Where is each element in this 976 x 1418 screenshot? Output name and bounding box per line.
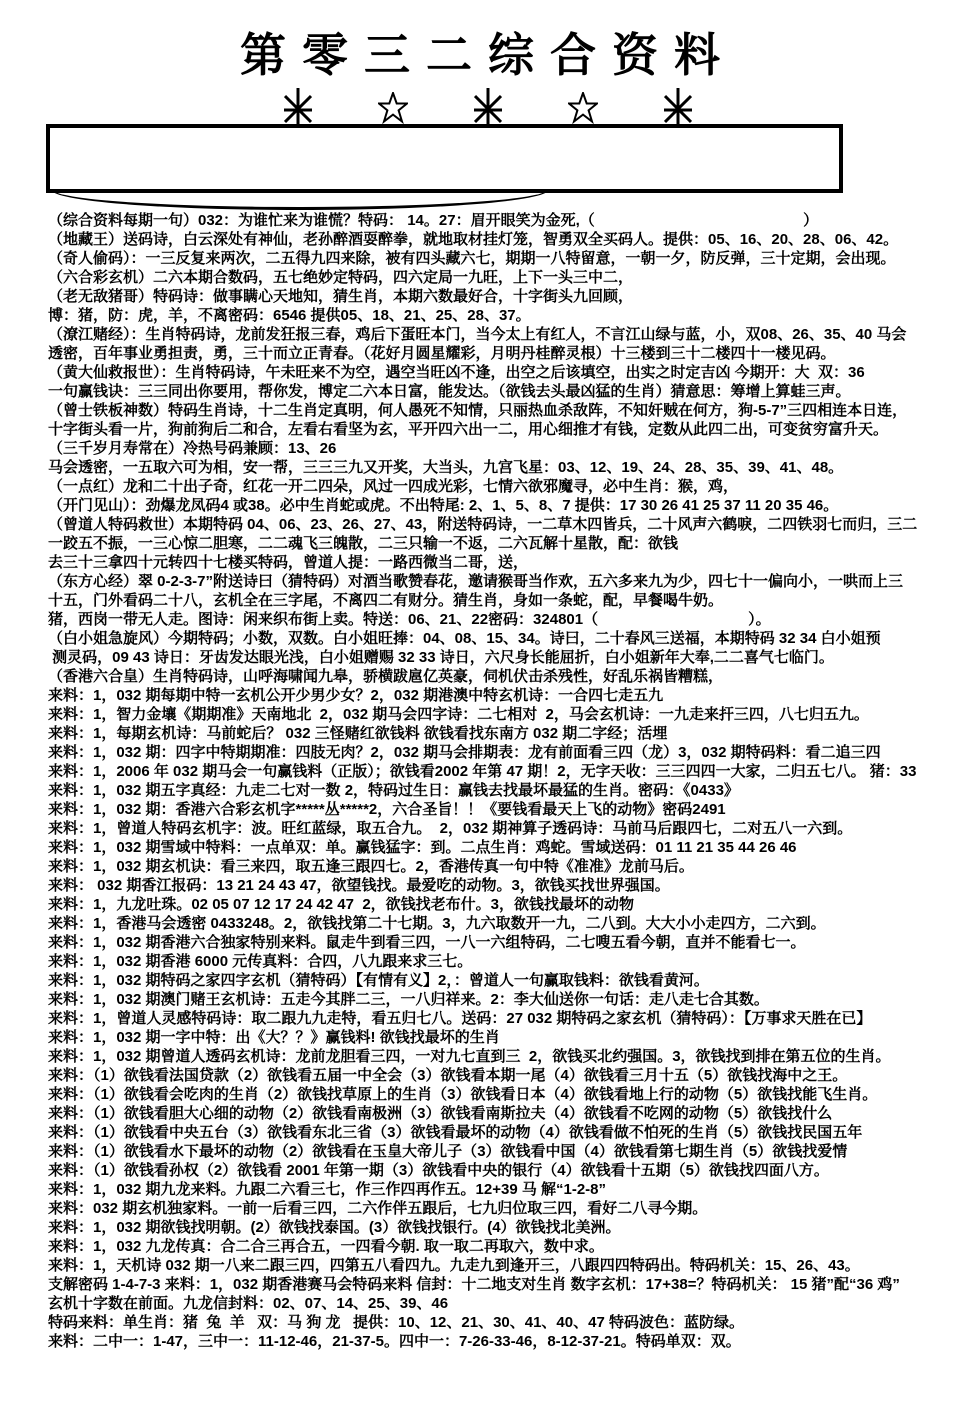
symbol-row <box>0 86 976 124</box>
text-line: 来料：（1）欲钱看法国贷款（2）欲钱看五届一中全会（3）欲钱看本期一尾（4）欲钱看三月十五（5）欲钱找海中之王。 <box>48 1067 848 1084</box>
text-line: （综合资料每期一句）032：为谁忙来为谁慌？特码： 14。27：眉开眼笑为金死,（ ） <box>48 212 819 229</box>
text-line: 来料：（1）欲钱看中央五台（3）欲钱看东北三省（3）欲钱看最坏的动物（4）欲钱看做不怕死的生肖（5）欲钱找民国五年 <box>48 1124 863 1141</box>
text-line: 马会透密，一五取六可为相，安一帮，三三三九又开奖，大当头，九宫飞星：03、12、19、24、28、35、39、41、48。 <box>48 459 844 476</box>
arc-decoration <box>52 190 548 210</box>
text-line: 来料：1，032 期九龙来料。九跟二六看三七，作三作四再作五。12+39 马 解“1-2-8” <box>48 1181 607 1198</box>
asterisk-icon <box>664 88 692 124</box>
page <box>0 30 976 1351</box>
text-line: 来料：（1）欲钱看胆大心细的动物（2）欲钱看南极洲（3）欲钱看南斯拉夫（4）欲钱看不吃网的动物（5）欲钱找什么 <box>48 1105 833 1122</box>
text-line: 来料：1，天机诗 032 期一八来二跟三四，四第五八看四九。九走九到逢开三，八跟四四特码出。特码机关：15、26、43。 <box>48 1257 860 1274</box>
text-line: （黄大仙救报世）：生肖特码诗，午未旺来不为空，遇空当旺凶不逢，出空之后该填空，出实之时定吉凶 今期开：大 双：36 <box>48 364 865 381</box>
asterisk-icon <box>474 88 502 124</box>
text-line: 来料：（1）欲钱看孙权（2）欲钱看 2001 年第一期（3）欲钱看中央的银行（4）欲钱看十五期（5）欲钱找四面八方。 <box>48 1162 829 1179</box>
text-line: 去三十三拿四十元转四十七楼买特码，曾道人提：一路西微当二哥，送， <box>48 554 529 571</box>
text-line: （三千岁月寿常在）冷热号码兼顾：13、26 <box>48 440 337 457</box>
text-body <box>48 211 972 1351</box>
text-line: （潦江赌经）：生肖特码诗，龙前发狂报三春，鸡后下蛋旺本门，当今太上有红人，不言江山绿与蓝，小，双08、26、35、40 马会 <box>48 326 907 343</box>
text-line: （曾士铁板神数）特码生肖诗，十二生肖定真明，何人愚死不知情，只丽热血杀敌阵，不知奸贼在何方，狗-5-7”三四相连本日连， <box>48 402 908 419</box>
asterisk-icon <box>284 88 312 124</box>
text-line: 十五，门外看码二十八，玄机全在三字尾，不离四二有财分。猜生肖，身如一条蛇，配，早餐喝牛奶。 <box>48 592 724 609</box>
star-icon <box>568 92 598 124</box>
text-line: 支解密码 1-4-7-3 来料：1，032 期香港赛马会特码来料 信封：十二地支对生肖 数字玄机：17+38=？特码机关： 15 猪”配“36 鸡” <box>48 1276 900 1293</box>
text-line: 猪，西岗一带无人走。图诗：闲来织布街上卖。特送：06、21、22密码：324801（ ）。 <box>48 611 771 628</box>
text-line: 来料：1，032 期香港六合独家特别来料。鼠走牛到看三四，一八一六组特码，二七嗖五看今朝，直并不能看七一。 <box>48 934 806 951</box>
text-line: （一点红）龙和二十出子奇，红花一开二四朵，风过一四成光彩，七情六欲邪魔寻，必中生肖：猴，鸡， <box>48 478 739 495</box>
text-line: 一句赢钱诀：三三同出你要用，帮你发，博定二六本日富，能发达。（欲钱去头最凶猛的生肖）猜意思：筹增上算蛙三声。 <box>48 383 851 400</box>
text-line: 测灵码，09 43 诗日：牙齿发达眼光浅，白小姐赠赐 32 33 诗日，六尺身长能屈折，白小姐新年大奉,二二喜气七临门。 <box>48 649 834 666</box>
text-line: 一跤五不振，一三心惊二胆寒，二二魂飞三魄散，二三只输一不返，二六瓦解十星散，配：欲钱 <box>48 535 679 552</box>
text-line: 来料： 032 期香江报码：13 21 24 43 47，欲望钱找。最爱吃的动物。3，欲钱买找世界强国。 <box>48 877 670 894</box>
text-line: 来料：032 期玄机独家料。一前一后看三四，二六作伴五跟后，七九归位取三四，看好二八寻今期。 <box>48 1200 708 1217</box>
text-line: 来料：1，032 期：四字中特期期准：四肢无肉？2，032 期马会排期表：龙有前面看三四（龙）3，032 期特码料：看二追三四 <box>48 744 881 761</box>
text-line: （曾道人特码救世）本期特码 04、06、23、26、27、43，附送特码诗，一二草木四皆兵，二十风声六鹤唳，二四铁羽七而归，三二 <box>48 516 918 533</box>
page-title: 第零三二综合资料 <box>240 30 736 81</box>
text-line: （奇人偷码）：一三反复来两次，二五得九四来除，被有四头藏六七，期期一八特留意，一朝一夕，防反弹，三十定期，会出现。 <box>48 250 896 267</box>
text-line: （开门见山）：劲爆龙凤码4 或38。必中生肖蛇或虎。不出特尾: 2、1、5、8、7 提供：17 30 26 41 25 37 11 20 35 46。 <box>48 497 839 514</box>
text-line: 十字街头看一片，狗前狗后二和合，左看右看坚为玄，平开四六出一二，用心细推才有钱，定数从此四二出，可变贫穷富升天。 <box>48 421 889 438</box>
text-line: （地藏王）送码诗，白云深处有神仙，老孙醉酒耍醉拳，就地取材挂灯笼，智勇双全买码人。提供：05、16、20、28、06、42。 <box>48 231 899 248</box>
text-line: 来料：1，032 期：香港六合彩玄机字*****丛*****2，六合圣旨！！《要钱看最天上飞的动物》密码2491 <box>48 801 726 818</box>
text-line: （东方心经）翠 0-2-3-7”附送诗曰（猜特码）对酒当歌赞春花，邀请猴哥当作欢，五六多来九为少，四七十一偏向小，一哄而上三 <box>48 573 904 590</box>
text-line: 来料：1，032 期每期中特一玄机公开少男少女？2，032 期港澳中特玄机诗：一合四七走五九 <box>48 687 664 704</box>
text-line: 博：猪，防：虎，羊，不离密码：6546 提供05、18、21、25、28、37。 <box>48 307 531 324</box>
text-line: 来料：1，曾道人特码玄机字：波。旺红蓝绿，取五合九。 2，032 期神算子透码诗：马前马后跟四七，二对五八一六到。 <box>48 820 853 837</box>
text-line: 来料：1，032 期澳门赌王玄机诗：五走今其胖二三，一八归祥来。2：李大仙送你一句话：走八走七合其数。 <box>48 991 769 1008</box>
text-line: 来料：1，032 期雪域中特料：一点单双：单。赢钱猛字：到。二点生肖：鸡蛇。雪域送码：01 11 21 35 44 26 46 <box>48 839 797 856</box>
text-line: 来料：1，032 期曾道人透码玄机诗：龙前龙胆看三四，一对九七直到三 2，欲钱买北约强国。3，欲钱找到排在第五位的生肖。 <box>48 1048 891 1065</box>
text-line: （香港六合皇）生肖特码诗，山呼海啸闻九皋，骄横跋扈亿英豪，伺机伏击杀残性，好乱乐祸皆糟糕， <box>48 668 724 685</box>
text-line: 来料：1，032 期一字中特：出《大？？》赢钱料! 欲钱找最坏的生肖 <box>48 1029 500 1046</box>
text-line: 来料：1，曾道人灵感特码诗：取二跟九九走特，看五归七八。送码：27 032 期特码之家玄机（猜特码）：【万事求天胜在已】 <box>48 1010 872 1027</box>
text-line: （六合彩玄机）二六本期合数码，五七绝妙定特码，四六定局一九旺，上下一头三中二， <box>48 269 634 286</box>
text-line: 来料：1，九龙吐珠。02 05 07 12 17 24 42 47 2，欲钱找老布什。3，欲钱找最坏的动物 <box>48 896 635 913</box>
text-line: 特码来料：单生肖：猪 兔 羊 双：马 狗 龙 提供：10、12、21、30、41、40、47 特码波色：蓝防绿。 <box>48 1314 744 1331</box>
text-line: 来料：1，032 九龙传真：合二合三再合五，一四看今朝. 取一取二再取六，数中求。 <box>48 1238 604 1255</box>
text-line: （老无敌猪哥）特码诗：做事瞒心天地知，猜生肖，本期六数最好合，十字街头九回顾， <box>48 288 634 305</box>
text-line: 来料：（1）欲钱看会吃肉的生肖（2）欲钱找草原上的生肖（3）欲钱看日本（4）欲钱看地上行的动物（5）欲钱找能飞生肖。 <box>48 1086 878 1103</box>
text-line: 透密，百年事业勇担责，勇，三十而立正青春。（花好月圆星耀彩，月明丹桂醉灵根）十三楼到三十二楼四十一楼见码。 <box>48 345 836 362</box>
text-line: 来料：1，032 期香港 6000 元传真料：合四，八九跟来求三七。 <box>48 953 473 970</box>
text-line: 来料：1，智力金壤《期期准》天南地北 2，032 期马会四字诗：二七相对 2，马会玄机诗：一九走来扞三四，八七归五九。 <box>48 706 869 723</box>
text-line: 来料：1，032 期特码之家四字玄机（猜特码）【有情有义】2，：曾道人一句赢取钱料：欲钱看黄河。 <box>48 972 709 989</box>
text-line: 来料：1，香港马会透密 0433248。2，欲钱找第二十七期。3，九六取数开一九，二八到。大大小小走四方，二六到。 <box>48 915 826 932</box>
blank-box <box>46 124 843 193</box>
text-line: 来料：1，032 期五字真经：九走二七对一数 2，特码过生日：赢钱去找最坏最猛的生肖。密码：《0433》 <box>48 782 739 799</box>
text-line: 来料：1，每期玄机诗：马前蛇后？ 032 三怪赌红欲钱料 欲钱看找东南方 032 期二字经；活埋 <box>48 725 668 742</box>
text-line: 来料：（1）欲钱看水下最坏的动物（2）欲钱看在玉皇大帝儿子（3）欲钱看中国（4）欲钱看第七期生肖（5）欲钱找爱情 <box>48 1143 848 1160</box>
text-line: 来料：1，032 期欲钱找明朝。(2）欲钱找泰国。(3）欲钱找银行。(4）欲钱找北美洲。 <box>48 1219 621 1236</box>
text-line: 玄机十字数在前面。九龙信封料：02、07、14、25、39、46 <box>48 1295 449 1312</box>
star-icon <box>378 92 408 124</box>
text-line: （白小姐急旋风）今期特码；小数，双数。白小姐旺捧：04、08、15、34。诗曰，二十春风三送福，本期特码 32 34 白小姐预 <box>48 630 881 647</box>
text-line: 来料：1，032 期玄机诀：看三来四，取五逢三跟四七。2，香港传真一句中特《准准》龙前马后。 <box>48 858 694 875</box>
text-line: 来料：二中一：1-47，三中一：11-12-46，21-37-5。四中一：7-26-33-46，8-12-37-21。特码单双：双。 <box>48 1333 741 1350</box>
text-line: 来料：1，2006 年 032 期马会一句赢钱料（正版）；欲钱看2002 年第 47 期！2，无字天收：三三四四一大家，二归五七八。 猪：33 <box>48 763 917 780</box>
